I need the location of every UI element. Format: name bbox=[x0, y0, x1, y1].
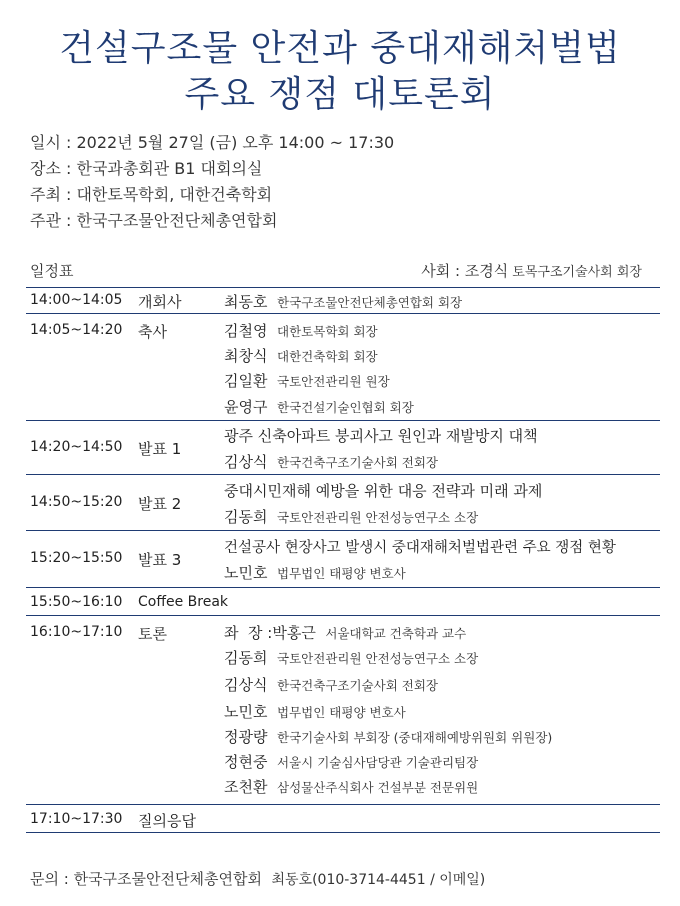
row-kind: 발표 1 bbox=[138, 440, 182, 458]
row-entry: 조천환 삼성물산주식회사 건설부분 전문위원 bbox=[224, 778, 479, 796]
row-kind: 발표 3 bbox=[138, 551, 182, 569]
rule bbox=[26, 832, 660, 833]
rule bbox=[26, 804, 660, 805]
info-date: 일시 : 2022년 5월 27일 (금) 오후 14:00 ~ 17:30 bbox=[30, 133, 395, 152]
row-entry: 김철영 대한토목학회 회장 bbox=[224, 322, 378, 340]
row-kind: 질의응답 bbox=[138, 812, 196, 830]
row-topic: 건설공사 현장사고 발생시 중대재해처벌법관련 주요 쟁점 현황 bbox=[224, 540, 616, 556]
row-time: 14:20~14:50 bbox=[30, 439, 123, 455]
row-time: 14:00~14:05 bbox=[30, 292, 123, 308]
rule bbox=[26, 587, 660, 588]
rule bbox=[26, 615, 660, 616]
row-topic: 광주 신축아파트 붕괴사고 원인과 재발방지 대책 bbox=[224, 427, 538, 445]
row-kind: 발표 2 bbox=[138, 495, 182, 513]
row-entry: 정현중 서울시 기술심사담당관 기술관리팀장 bbox=[224, 753, 479, 771]
rule bbox=[26, 313, 660, 314]
row-entry: 김상식 한국건축구조기술사회 전회장 bbox=[224, 676, 438, 694]
title-line-1: 건설구조물 안전과 중대재해처벌법 bbox=[59, 28, 621, 69]
row-time: 17:10~17:30 bbox=[30, 811, 123, 827]
row-entry: 최동호 한국구조물안전단체총연합회 회장 bbox=[224, 293, 463, 311]
rule bbox=[26, 474, 660, 475]
row-entry: 노민호 법무법인 태평양 변호사 bbox=[224, 703, 406, 721]
row-time: 15:50~16:10 bbox=[30, 594, 123, 610]
row-entry: 김일환 국토안전관리원 원장 bbox=[224, 372, 390, 390]
rule bbox=[26, 530, 660, 531]
rule bbox=[26, 287, 660, 288]
row-entry: 김동희 국토안전관리원 안전성능연구소 소장 bbox=[224, 649, 479, 667]
row-kind: 축사 bbox=[138, 323, 167, 341]
schedule-label: 일정표 bbox=[30, 262, 74, 280]
row-entry: 노민호 법무법인 태평양 변호사 bbox=[224, 564, 406, 582]
row-time: 14:05~14:20 bbox=[30, 322, 123, 338]
info-organizer: 주관 : 한국구조물안전단체총연합회 bbox=[30, 211, 278, 230]
row-topic: 중대시민재해 예방을 위한 대응 전략과 미래 과제 bbox=[224, 482, 543, 500]
row-entry: 최창식 대한건축학회 회장 bbox=[224, 347, 378, 365]
row-kind: 토론 bbox=[138, 625, 167, 643]
row-entry: 정광량 한국기술사회 부회장 (중대재해예방위원회 위원장) bbox=[224, 728, 553, 746]
moderator: 사회 : 조경식 토목구조기술사회 회장 bbox=[421, 262, 642, 280]
row-time: 15:20~15:50 bbox=[30, 550, 123, 566]
row-entry: 김동희 국토안전관리원 안전성능연구소 소장 bbox=[224, 508, 479, 526]
row-time: 14:50~15:20 bbox=[30, 494, 123, 510]
info-venue: 장소 : 한국과총회관 B1 대회의실 bbox=[30, 159, 263, 178]
row-entry: 윤영구 한국건설기술인협회 회장 bbox=[224, 398, 414, 416]
row-entry: 김상식 한국건축구조기술사회 전회장 bbox=[224, 453, 438, 471]
info-host: 주최 : 대한토목학회, 대한건축학회 bbox=[30, 185, 273, 204]
chair-entry: 좌 장 :박홍근 서울대학교 건축학과 교수 bbox=[224, 624, 467, 642]
row-kind: Coffee Break bbox=[138, 594, 229, 610]
row-time: 16:10~17:10 bbox=[30, 624, 123, 640]
contact-footer: 문의 : 한국구조물안전단체총연합회 최동호(010-3714-4451 / 이메일) bbox=[30, 870, 486, 888]
title-line-2: 주요 쟁점 대토론회 bbox=[184, 74, 496, 115]
rule bbox=[26, 420, 660, 421]
row-kind: 개회사 bbox=[138, 293, 182, 311]
